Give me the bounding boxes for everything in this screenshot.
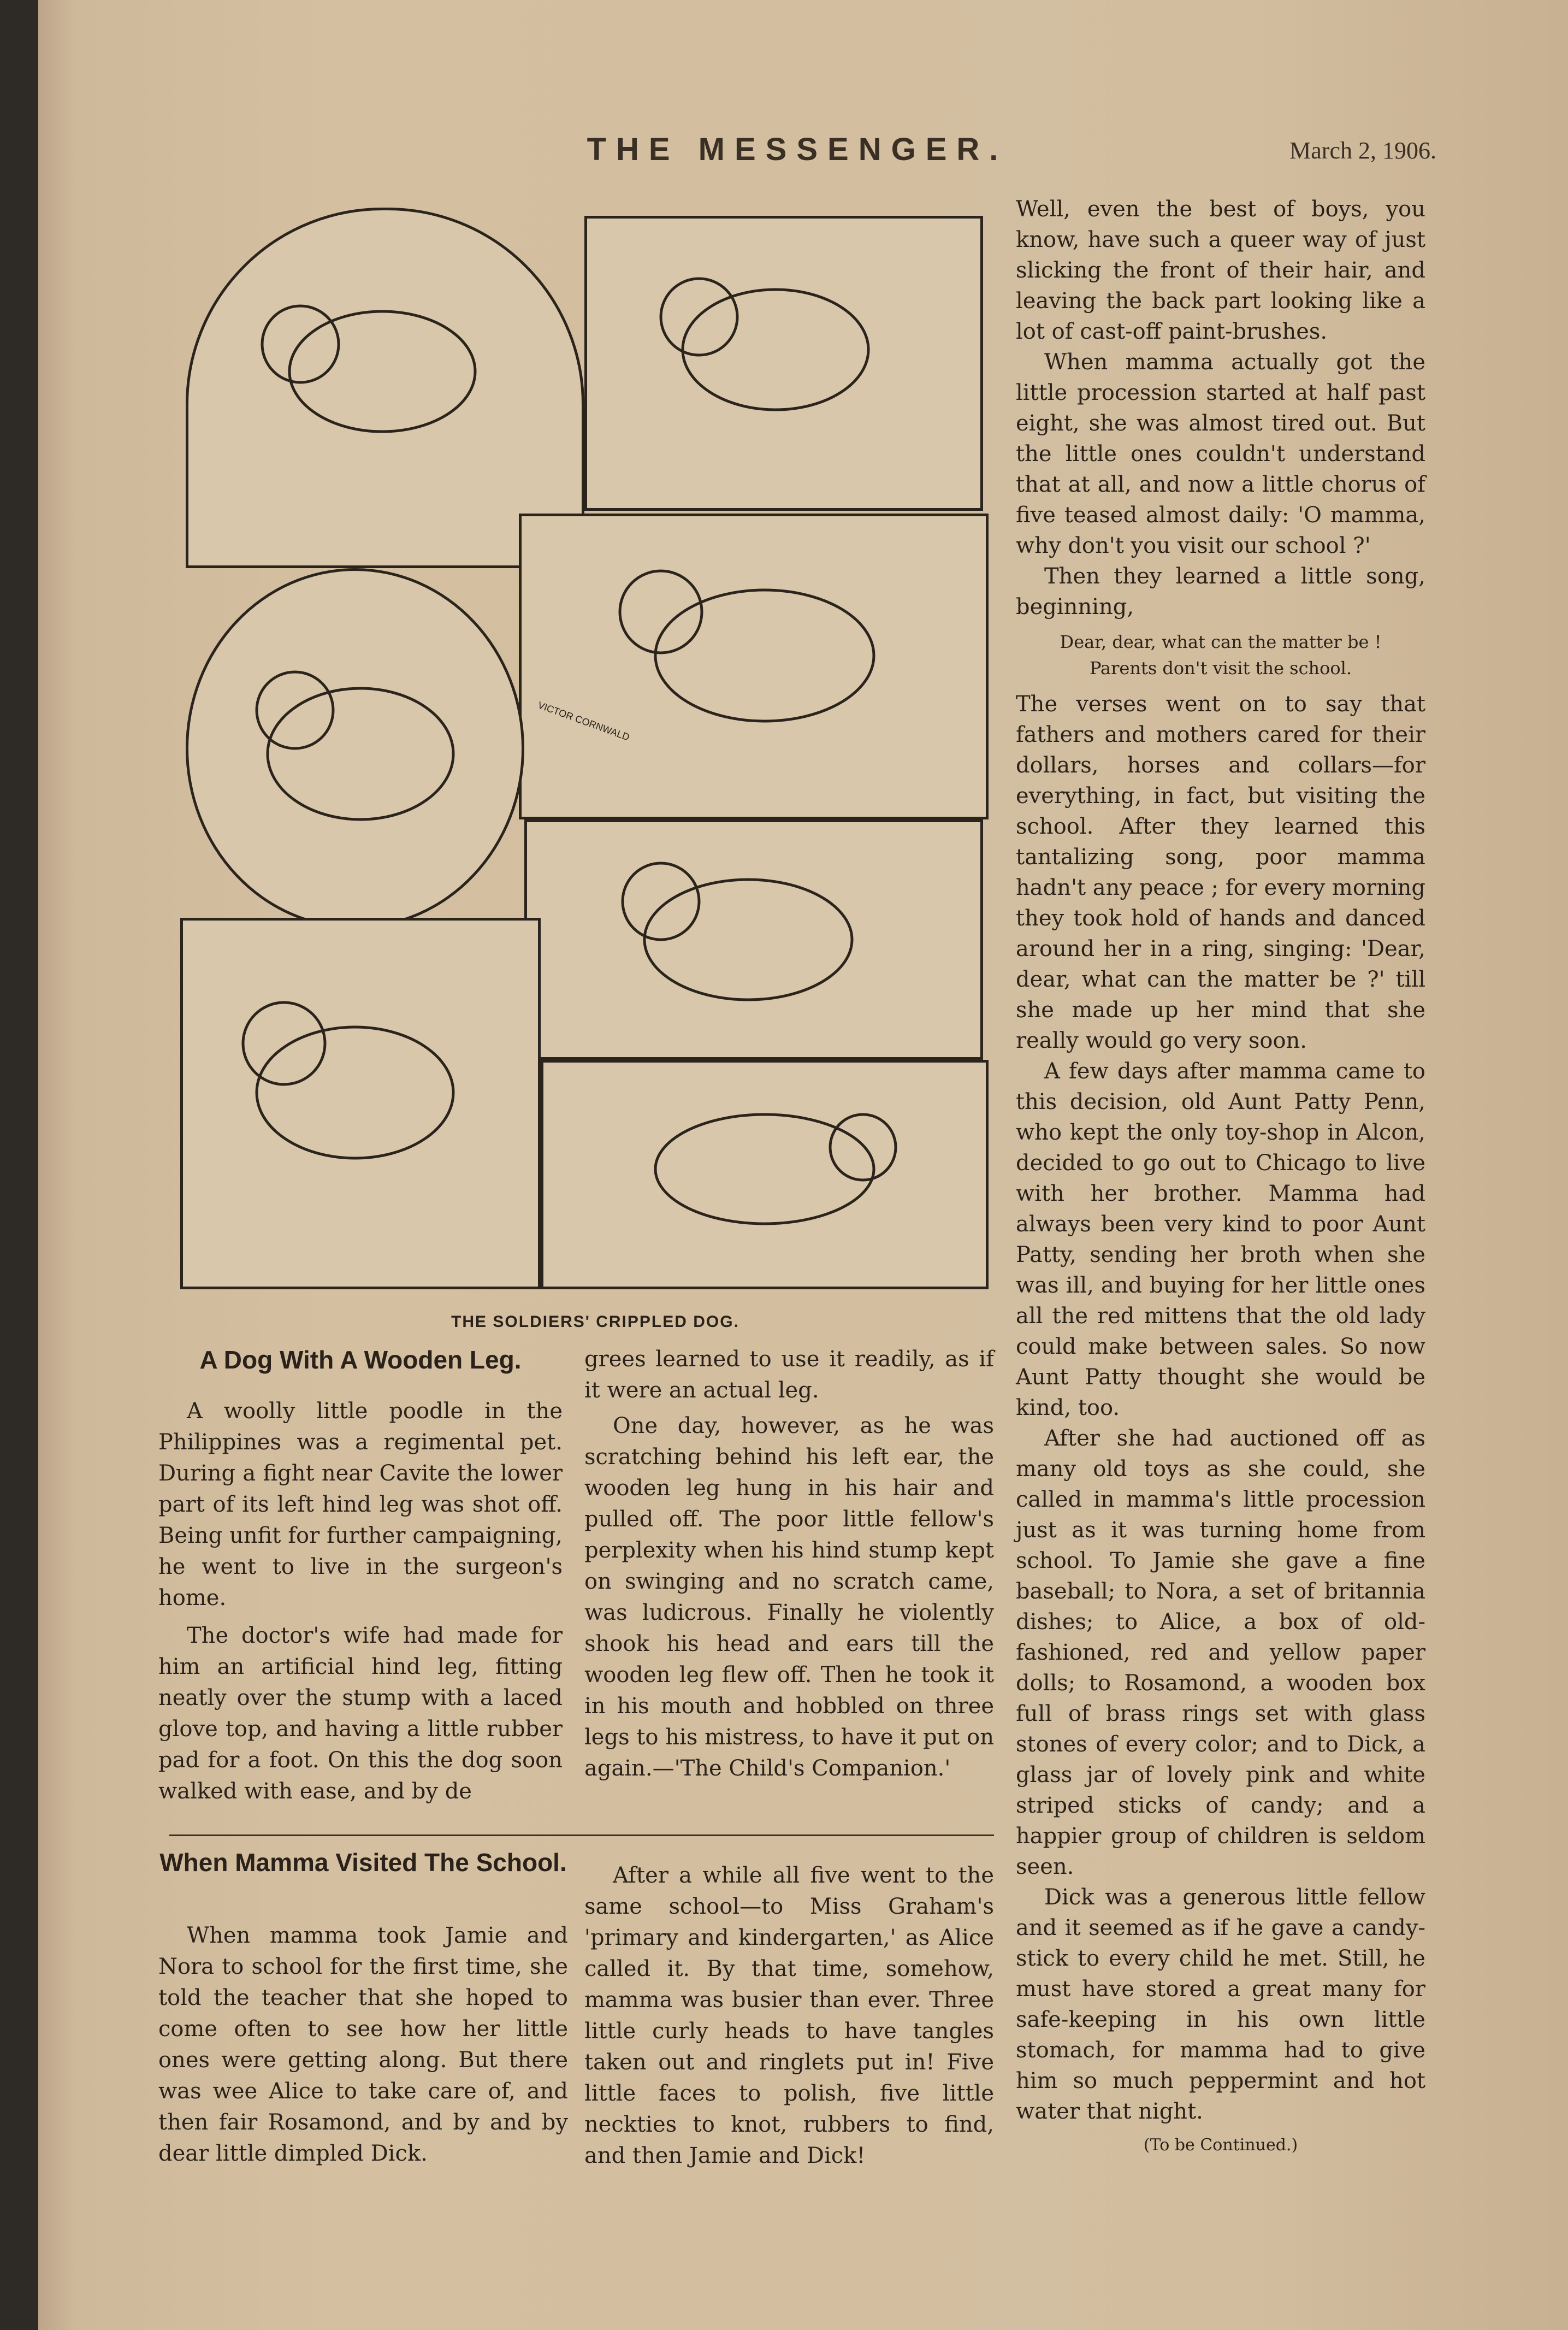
binding-spine	[0, 0, 38, 2330]
article2-col2	[584, 1860, 994, 2172]
article2-headline: When Mamma Visited The School.	[159, 1848, 567, 1877]
paragraph: Then they learned a little song, beginning,	[1016, 564, 1425, 620]
illustration-caption: THE SOLDIERS' CRIPPLED DOG.	[451, 1313, 739, 1331]
artist-signature: VICTOR CORNWALD	[536, 699, 631, 743]
masthead: THE MESSENGER.	[587, 132, 1008, 167]
paragraph: When mamma took Jamie and Nora to school for the first time, she told the teacher that she hoped to come often to see how her little ones were getting along. But there was wee Alice to take care of, and then fair Rosamond, and by and by dear little dimpled Dick.	[158, 1923, 568, 2166]
dog-illustration	[175, 208, 994, 1300]
paragraph: A woolly little poodle in the Philippines was a regimental pet. During a fight near Cavite the lower part of its left hind leg was shot off. Being unfit for further campaigning, he went to live in the surgeon's home.	[158, 1399, 563, 1611]
paragraph: A few days after mamma came to this decision, old Aunt Patty Penn, who kept the only toy-shop in Alcon, decided to go out to Chicago to live with her brother. Mamma had always been very kind to poor Aunt Patty, sending her broth when she was ill, and buying for her little ones all the red mittens that the old lady could make between sales. So now Aunt Patty thought she would be kind, too.	[1016, 1059, 1425, 1420]
paragraph: The doctor's wife had made for him an artificial hind leg, fitting neatly over the stump with a laced glove top, and having a little rubber pad for a foot. On this the dog soon walked with ease, and by de	[158, 1623, 563, 1804]
paragraph: After she had auctioned off as many old toys as she could, she called in mamma's little procession just as it was turning home from school. To Jamie she gave a fine baseball; to Nora, a set of britannia dishes; to Alice, a box of old-fashioned, red and yellow paper dolls; to Rosamond, a wooden box full of brass rings set with glass stones of every color; and to Dick, a glass jar of lovely pink and white striped sticks of candy; and a happier group of children is seldom seen.	[1016, 1426, 1425, 1879]
article2-col3	[1016, 194, 1425, 2161]
song-verse	[1016, 629, 1425, 681]
paragraph: grees learned to use it readily, as if it were an actual leg.	[584, 1347, 994, 1403]
article1-col1	[158, 1396, 563, 1807]
article1-col2	[584, 1344, 994, 1784]
issue-date: March 2, 1906.	[1289, 137, 1436, 164]
continued-note: (To be Continued.)	[1143, 2136, 1298, 2155]
verse-line: Parents don't visit the school.	[1089, 658, 1352, 679]
poodle-sketch-icon	[175, 208, 994, 1300]
paragraph: When mamma actually got the little procession started at half past eight, she was almost tired out. But the little ones couldn't understand that at all, and now a little chorus of five teased almost daily: 'O mamma, why don't you visit our school ?'	[1016, 350, 1425, 558]
paragraph: Dick was a generous little fellow and it seemed as if he gave a candy-stick to every child he met. Still, he must have stored a great many for safe-keeping in his own little stomach, for mamma had to give him so much peppermint and hot water that night.	[1016, 1885, 1425, 2124]
paragraph: One day, however, as he was scratching behind his left ear, the wooden leg hung in his hair and pulled off. The poor little fellow's perplexity when his hind stump kept on swinging and no scratch came, was ludicrous. Finally he violently shook his head and ears till the wooden leg flew off. Then he took it in his mouth and hobbled on three legs to his mistress, to have it put on again.—'The Child's Companion.'	[584, 1413, 994, 1781]
article1-headline: A Dog With A Wooden Leg.	[199, 1346, 522, 1374]
paragraph: Well, even the best of boys, you know, have such a queer way of just slicking the front of their hair, and leaving the back part looking like a lot of cast-off paint-brushes.	[1016, 197, 1425, 344]
paragraph: After a while all five went to the same school—to Miss Graham's 'primary and kindergarten,' as Alice called it. By that time, somehow, mamma was busier than ever. Three little curly heads to have tangles taken out and ringlets put in! Five little faces to polish, five little neckties to knot, rubbers to find, and then Jamie and Dick!	[584, 1863, 994, 2168]
article2-col1	[158, 1920, 568, 2169]
verse-line: Dear, dear, what can the matter be !	[1060, 632, 1382, 652]
paragraph: The verses went on to say that fathers and mothers cared for their dollars, horses and collars—for everything, in fact, but visiting the school. After they learned this tantalizing song, poor mamma hadn't any peace ; for every morning they took hold of hands and danced around her in a ring, singing: 'Dear, dear, what can the matter be ?' till she made up her mind that she really would go very soon.	[1016, 692, 1425, 1053]
article-divider	[169, 1834, 994, 1836]
